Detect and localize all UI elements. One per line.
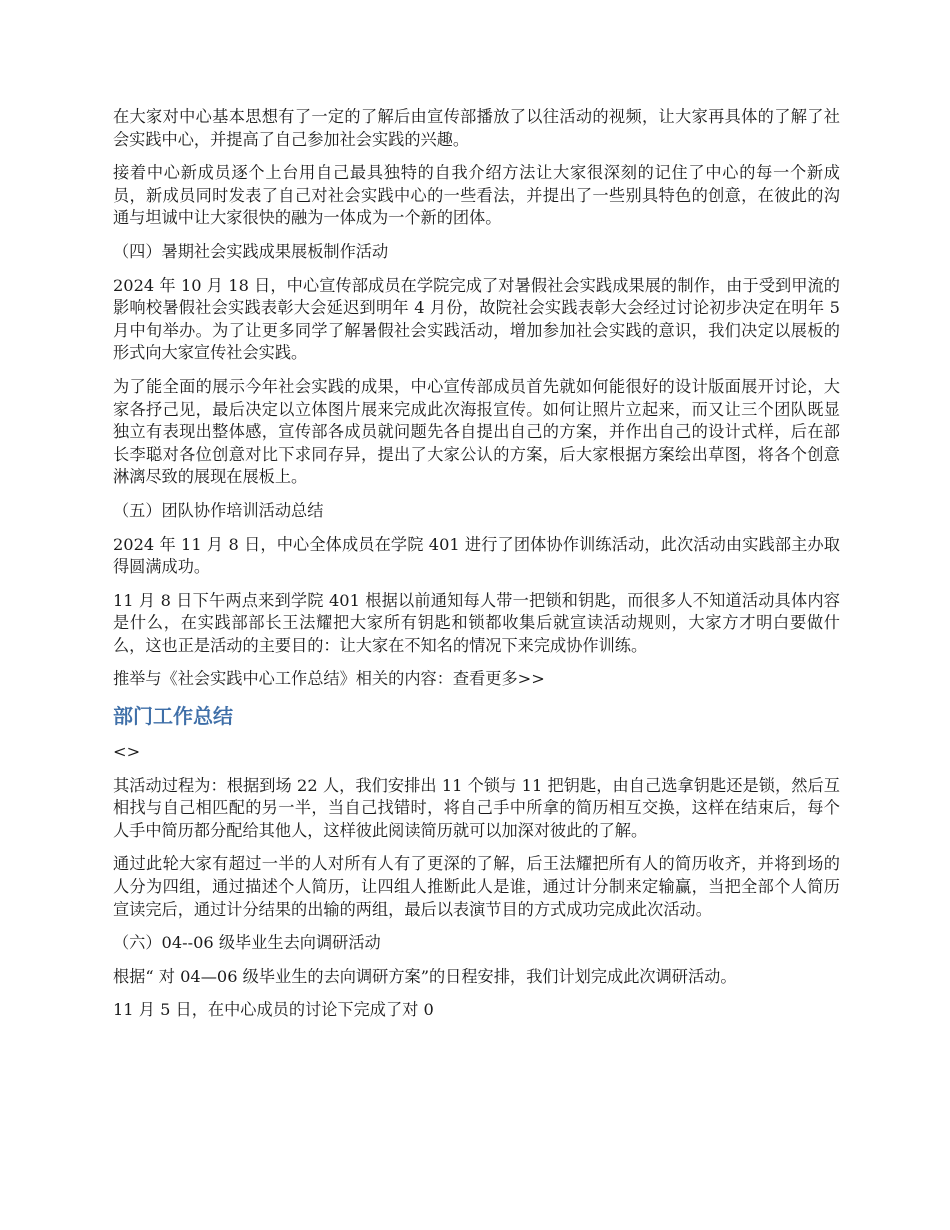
section-subheading: （五）团队协作培训活动总结 [113,500,324,520]
paragraph: 11 月 5 日，在中心成员的讨论下完成了对 0 [113,1000,434,1020]
paragraph: 接着中心新成员逐个上台用自己最具独特的自我介绍方法让大家很深刻的记住了中心的每一个新成员，新成员同时发表了自己对社会实践中心的一些看法，并提出了一些别具特色的创意，在彼此的沟通与坦诚中让大家很快的融为一体成为一个新的团体。 [113,163,840,228]
paragraph: 在大家对中心基本思想有了一定的了解后由宣传部播放了以往活动的视频，让大家再具体的了解了社会实践中心，并提高了自己参加社会实践的兴趣。 [113,107,840,149]
paragraph: 通过此轮大家有超过一半的人对所有人有了更深的了解，后王法耀把所有人的简历收齐，并将到场的人分为四组，通过描述个人简历，让四组人推断此人是谁，通过计分制来定输赢，当把全部个人简历宣读完后，通过计分结果的出输的两组，最后以表演节目的方式成功完成此次活动。 [113,854,840,919]
section-subheading: （四）暑期社会实践成果展板制作活动 [113,241,389,261]
paragraph: 根据“ 对 04—06 级毕业生的去向调研方案”的日程安排，我们计划完成此次调研活动。 [113,966,737,986]
document-page [113,106,840,1033]
paragraph: 2024 年 10 月 18 日，中心宣传部成员在学院完成了对暑假社会实践成果展的制作，由于受到甲流的影响校暑假社会实践表彰大会延迟到明年 4 月份，故院社会实践表彰大会经过讨论初步决定在明年 5 月中旬举办。为了让更多同学了解暑假社会实践活动，增加参加社会实践的意识，我们决定以展板的形式向大家宣传社会实践。 [113,275,840,363]
paragraph: 2024 年 11 月 8 日，中心全体成员在学院 401 进行了团体协作训练活动，此次活动由实践部主办取得圆满成功。 [113,534,840,577]
paragraph: 11 月 8 日下午两点来到学院 401 根据以前通知每人带一把锁和钥匙，而很多人不知道活动具体内容是什么，在实践部部长王法耀把大家所有钥匙和锁都收集后就宣读活动规则，大家方才明白要做什么，这也正是活动的主要目的：让大家在不知名的情况下来完成协作训练。 [113,590,840,655]
section-heading: 部门工作总结 [113,704,233,729]
section-subheading: （六）04--06 级毕业生去向调研活动 [113,933,381,953]
related-content-link[interactable]: 推举与《社会实践中心工作总结》相关的内容：查看更多>> [113,669,545,689]
paragraph: 其活动过程为：根据到场 22 人，我们安排出 11 个锁与 11 把钥匙，由自己选拿钥匙还是锁，然后互相找与自己相匹配的另一半，当自己找错时，将自己手中所拿的简历相互交换，这样在结束后，每个人手中简历都分配给其他人，这样彼此阅读简历就可以加深对彼此的了解。 [113,775,840,840]
paragraph: 为了能全面的展示今年社会实践的成果，中心宣传部成员首先就如何能很好的设计版面展开讨论，大家各抒己见，最后决定以立体图片展来完成此次海报宣传。如何让照片立起来，而又让三个团队既显独立有表现出整体感，宣传部各成员就问题先各自提出自己的方案，并作出自己的设计式样，后在部长李聪对各位创意对比下求同存异，提出了大家公认的方案，后大家根据方案绘出草图，将各个创意淋漓尽致的展现在展板上。 [113,376,840,487]
paragraph: <> [113,742,141,762]
